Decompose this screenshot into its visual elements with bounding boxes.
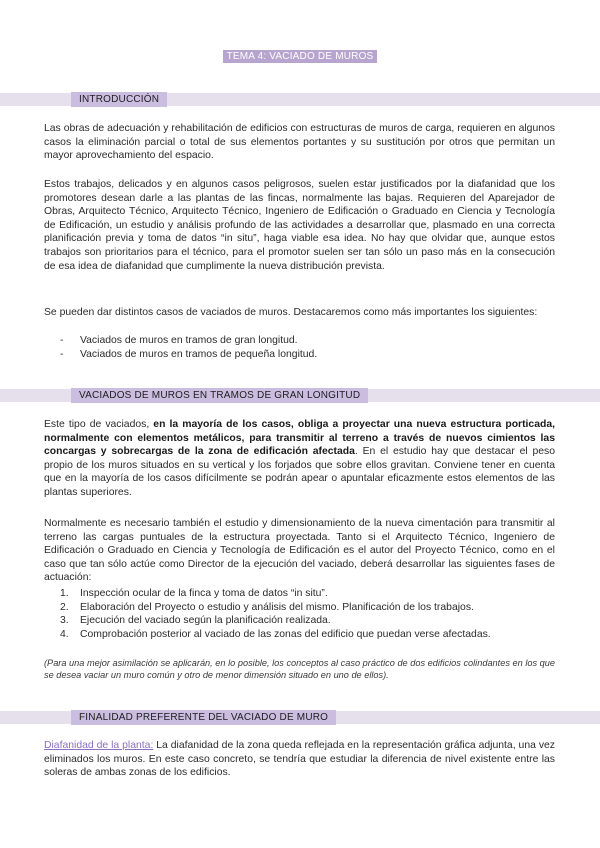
document-title — [0, 50, 600, 64]
list-number: 4. — [60, 628, 69, 640]
cases-list — [60, 334, 555, 361]
intro-paragraph-2 — [44, 178, 555, 273]
long-paragraph-1-end: . En el estudio hay que destacar el peso propio de los muros situados en su vertical y los forjados que sobre ellos gravitan. Conviene tener en cuenta que en la mayoría de los casos difícilmente se podrán apear o apuntalar eficazmente estos elementos de las plantas superiores. — [44, 446, 555, 498]
list-item — [60, 348, 555, 362]
intro-paragraph-2-text: Estos trabajos, delicados y en algunos casos peligrosos, suelen estar justificados por la diafanidad que los promotores desean darle a las plantas de las fincas, normalmente las bajas. Requieren del Aparejador de Obras, Arquitecto Técnico, Arquitecto Técnico, Ingeniero de Edificación o Graduado en Ciencia y Tecnología de Edificación, un estudio y análisis profundo de las actividades a desarrollar que, plasmado en una correcta planificación previa y toma de datos “in situ”, haga viable esa idea. No hay que olvidar que, aunque estos trabajos son prioritarios para el técnico, para el promotor suelen ser tan sólo un paso más en la consecución de esa idea de diafanidad que cumplimente la nueva distribución prevista. — [44, 179, 555, 272]
case-note-text: (Para una mejor asimilación se aplicarán, en lo posible, los conceptos al caso práctico de dos edificios colindantes en los que se desea vaciar un muro común y otro de menor dimensión situado en uno de ellos). — [44, 658, 555, 681]
list-marker: - — [60, 348, 64, 360]
section-heading-finality: FINALIDAD PREFERENTE DEL VACIADO DE MURO — [71, 710, 336, 725]
intro-paragraph-3 — [44, 306, 555, 320]
intro-paragraph-1 — [44, 122, 555, 163]
list-number: 1. — [60, 588, 69, 599]
diafanidad-link[interactable]: Diafanidad de la planta: — [44, 740, 154, 751]
case-note — [44, 657, 555, 682]
document-title-label: TEMA 4: VACIADO DE MUROS — [223, 50, 378, 63]
list-item-text: Ejecución del vaciado según la planificación realizada. — [80, 615, 331, 627]
list-item-text: Elaboración del Proyecto o estudio y análisis del mismo. Planificación de los trabajos. — [80, 601, 474, 613]
long-paragraph-1-text — [44, 418, 555, 500]
list-item — [60, 587, 555, 601]
list-item — [60, 601, 555, 615]
section-heading-long: VACIADOS DE MUROS EN TRAMOS DE GRAN LONGITUD — [71, 388, 368, 403]
list-marker: - — [60, 335, 64, 346]
list-number: 3. — [60, 615, 69, 627]
list-item — [60, 334, 555, 348]
long-paragraph-1-start: Este tipo de vaciados, — [44, 419, 154, 430]
list-item-text: Vaciados de muros en tramos de gran longitud. — [80, 335, 298, 346]
intro-paragraph-3-text: Se pueden dar distintos casos de vaciados de muros. Destacaremos como más importantes los siguientes: — [44, 307, 538, 318]
list-item — [60, 614, 555, 628]
list-item — [60, 628, 555, 642]
section-band-intro — [0, 93, 600, 106]
list-item-text: Inspección ocular de la finca y toma de datos “in situ”. — [80, 588, 328, 599]
long-paragraph-2-text: Normalmente es necesario también el estudio y dimensionamiento de la nueva cimentación para transmitir al terreno las cargas puntuales de la estructura proyectada. Tanto si el Arquitecto Técnico, Ingeniero de Edificación o Graduado en Ciencia y Tecnología de Edificación es el autor del Proyecto Técnico, como en el caso que tan sólo actúe como Director de la ejecución del vaciado, deberá desarrollar las siguientes fases de actuación: — [44, 518, 555, 584]
finality-paragraph-1 — [44, 739, 555, 780]
long-paragraph-1-bold: en la mayoría de los casos, obliga a proyectar una nueva estructura porticada, normalmente con elementos metálicos, para transmitir al terreno a través de nuevos cimientos las concargas y sobrecargas de la zona de edificación afectada — [44, 419, 556, 458]
finality-paragraph-1-text — [44, 739, 555, 780]
list-number: 2. — [60, 601, 69, 613]
long-paragraph-1 — [44, 418, 555, 500]
list-item-text: Vaciados de muros en tramos de pequeña longitud. — [80, 348, 318, 360]
list-item-text: Comprobación posterior al vaciado de las zonas del edificio que puedan verse afectadas. — [80, 628, 491, 640]
section-heading-intro: INTRODUCCIÓN — [71, 92, 167, 107]
long-paragraph-2 — [44, 517, 555, 585]
finality-paragraph-1-body: La diafanidad de la zona queda reflejada en la representación gráfica adjunta, una vez eliminados los muros. En este caso concreto, se tendría que estudiar la diferencia de nivel existente entre las soleras de ambas zonas de los edificios. — [44, 740, 555, 779]
section-band-long — [0, 389, 600, 402]
section-band-finality — [0, 711, 600, 724]
intro-paragraph-1-text: Las obras de adecuación y rehabilitación de edificios con estructuras de muros de carga, requieren en algunos casos la eliminación parcial o total de sus elementos portantes y su sustitución por otros que permitan un mayor aprovechamiento del espacio. — [44, 123, 555, 162]
phases-list — [60, 587, 555, 641]
